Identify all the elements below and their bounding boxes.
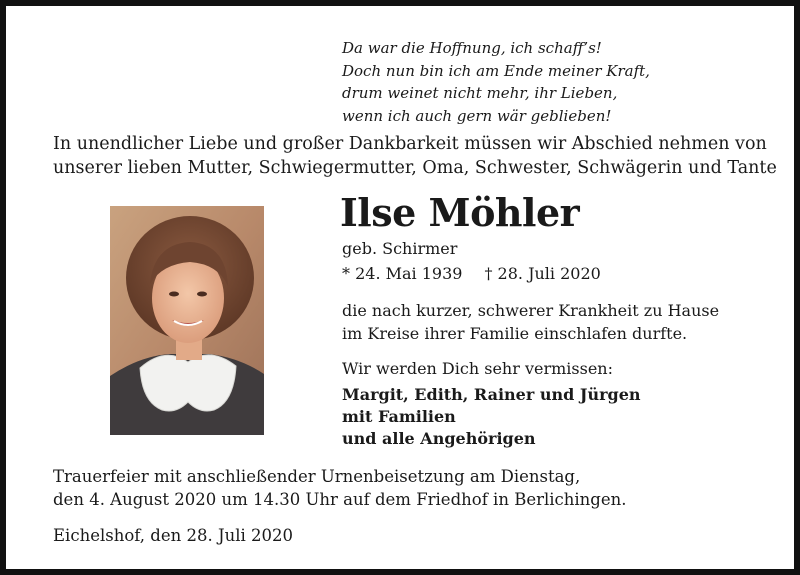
mourner-line: und alle Angehörigen [342,429,536,448]
death-date: † 28. Juli 2020 [484,264,601,283]
intro-line: In unendlicher Liebe und großer Dankbarkeit müssen wir Abschied nehmen von [53,134,767,154]
maiden-name: geb. Schirmer [342,239,458,258]
passing-line: im Kreise ihrer Familie einschlafen durfte. [342,324,688,343]
ceremony-line: Trauerfeier mit anschließender Urnenbeisetzung am Dienstag, [53,467,581,486]
passing-line: die nach kurzer, schwerer Krankheit zu Hause [342,301,720,320]
ceremony-line: den 4. August 2020 um 14.30 Uhr auf dem Friedhof in Berlichingen. [53,490,627,509]
portrait-photo [110,206,264,435]
life-dates [342,263,601,285]
poem-line: Doch nun bin ich am Ende meiner Kraft, [342,61,650,80]
mourners-list [342,384,641,450]
place-and-date: Eichelshof, den 28. Juli 2020 [53,526,293,545]
portrait-image [110,206,264,435]
poem-line: wenn ich auch gern wär geblieben! [342,106,612,125]
ceremony-info [53,465,627,511]
mourner-line: mit Familien [342,407,456,426]
birth-date: * 24. Mai 1939 [342,264,463,283]
passing-text [342,299,719,345]
intro-text [53,132,777,180]
poem-block [342,37,650,127]
miss-text: Wir werden Dich sehr vermissen: [342,359,613,378]
poem-line: drum weinet nicht mehr, ihr Lieben, [342,84,618,102]
deceased-name: Ilse Möhler [340,190,580,235]
intro-line: unserer lieben Mutter, Schwiegermutter, Oma, Schwester, Schwägerin und Tante [53,158,777,178]
mourner-line: Margit, Edith, Rainer und Jürgen [342,385,641,404]
poem-line: Da war die Hoffnung, ich schaff’s! [342,39,602,57]
